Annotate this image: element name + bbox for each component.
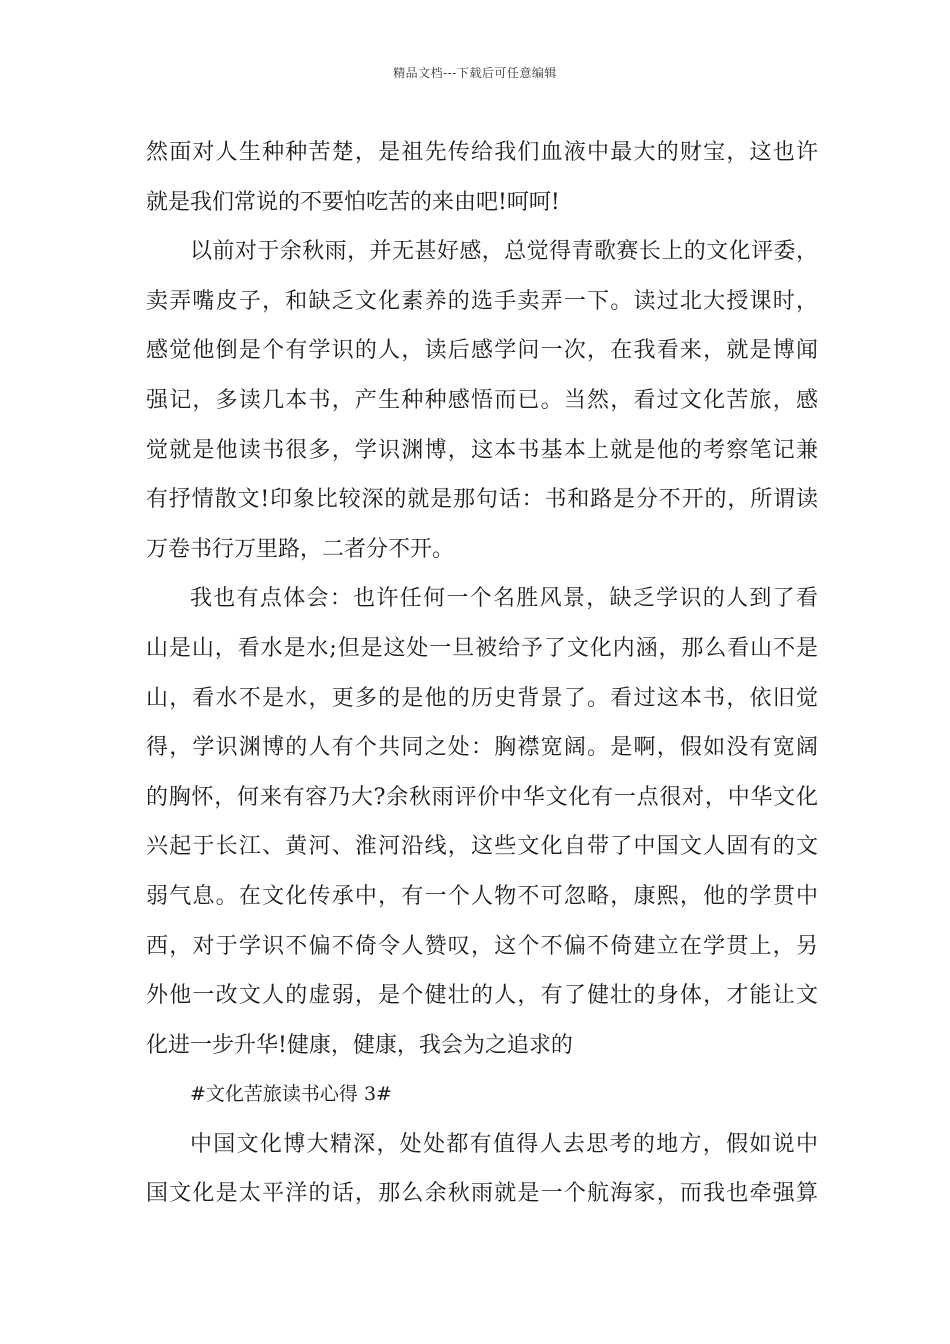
text-line: 兴起于长江、黄河、淮河沿线，这些文化自带了中国文人固有的文 [146,834,818,860]
paragraph-first-line: 中国文化博大精深，处处都有值得人去思考的地方，假如说中 [190,1131,818,1157]
text-line: 得，学识渊博的人有个共同之处：胸襟宽阔。是啊，假如没有宽阔 [146,735,818,761]
text-line: 外他一改文人的虚弱，是个健壮的人，有了健壮的身体，才能让文 [146,983,818,1009]
text-line: 然面对人生种种苦楚，是祖先传给我们血液中最大的财宝，这也许 [146,140,818,165]
text-line: 化进一步升华!健康，健康，我会为之追求的 [146,1032,573,1058]
text-line: 山，看水不是水，更多的是他的历史背景了。看过这本书，依旧觉 [146,685,818,711]
text-line: 强记，多读几本书，产生种种感悟而已。当然，看过文化苦旅，感 [146,387,818,413]
text-line: 弱气息。在文化传承中，有一个人物不可忽略，康熙，他的学贯中 [146,883,818,909]
text-line: 卖弄嘴皮子，和缺乏文化素养的选手卖弄一下。读过北大授课时， [146,288,818,314]
text-line: 山是山，看水是水;但是这处一旦被给予了文化内涵，那么看山不是 [146,635,818,661]
text-line: 国文化是太平洋的话，那么余秋雨就是一个航海家，而我也牵强算 [146,1181,818,1207]
page-header: 精品文档---下载后可任意编辑 [393,66,557,80]
section-heading: #文化苦旅读书心得 3# [190,1083,392,1106]
body-text [146,128,818,1219]
text-line: 有抒情散文!印象比较深的就是那句话：书和路是分不开的，所谓读 [146,487,818,513]
paragraph-first-line: 以前对于余秋雨，并无甚好感，总觉得青歌赛长上的文化评委， [190,239,818,265]
text-line: 的胸怀，何来有容乃大?余秋雨评价中华文化有一点很对，中华文化 [146,784,818,810]
text-line: 就是我们常说的不要怕吃苦的来由吧!呵呵! [146,189,560,215]
text-line: 感觉他倒是个有学识的人，读后感学问一次，在我看来，就是博闻 [146,338,818,364]
text-line: 万卷书行万里路，二者分不开。 [146,536,455,562]
text-line: 觉就是他读书很多，学识渊博，这本书基本上就是他的考察笔记兼 [146,437,818,463]
paragraph-first-line: 我也有点体会：也许任何一个名胜风景，缺乏学识的人到了看 [190,586,818,612]
text-line: 西，对于学识不偏不倚令人赞叹，这个不偏不倚建立在学贯上，另 [146,933,818,959]
